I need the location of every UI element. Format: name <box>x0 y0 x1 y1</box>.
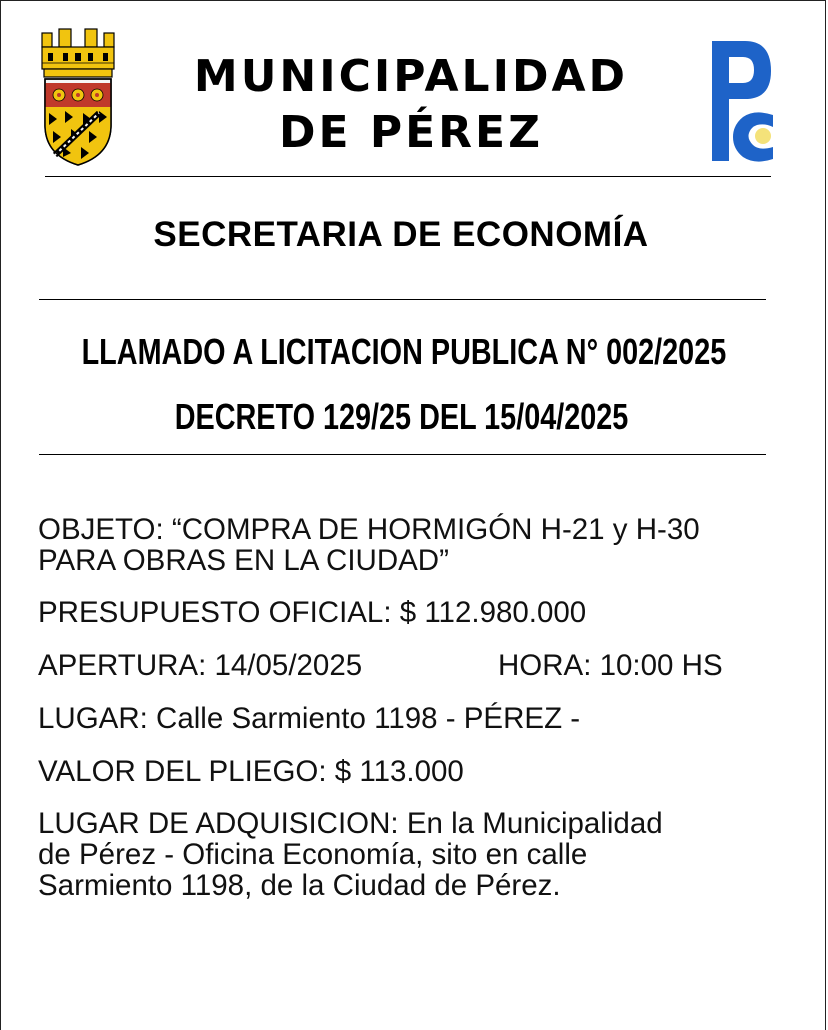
adquisicion-line2: de Pérez - Oficina Economía, sito en calle <box>38 838 588 871</box>
hora-line: HORA: 10:00 HS <box>498 649 723 682</box>
divider-middle <box>39 299 766 300</box>
divider-top <box>45 176 771 177</box>
adquisicion-line3: Sarmiento 1198, de la Ciudad de Pérez. <box>38 869 561 902</box>
llamado-text: LLAMADO A LICITACION PUBLICA N° 002/2025 <box>81 331 727 372</box>
objeto-line1: OBJETO: “COMPRA DE HORMIGÓN H-21 y H-30 <box>38 513 700 546</box>
decreto-heading <box>1 396 801 438</box>
divider-bottom <box>39 454 766 455</box>
pc-logo-icon <box>709 39 775 163</box>
adquisicion-line1: LUGAR DE ADQUISICION: En la Municipalidad <box>38 807 663 840</box>
secretaria-heading: SECRETARIA DE ECONOMÍA <box>153 215 649 254</box>
llamado-heading <box>1 331 801 373</box>
objeto-line2: PARA OBRAS EN LA CIUDAD” <box>38 544 449 577</box>
decreto-text: DECRETO 129/25 DEL 15/04/2025 <box>174 396 628 437</box>
presupuesto-line: PRESUPUESTO OFICIAL: $ 112.980.000 <box>38 596 587 629</box>
municipality-title-line2: DE PÉREZ <box>278 107 544 158</box>
apertura-line: APERTURA: 14/05/2025 <box>38 649 363 682</box>
lugar-line: LUGAR: Calle Sarmiento 1198 - PÉREZ - <box>38 702 581 735</box>
municipality-title-line1: MUNICIPALIDAD <box>193 51 629 102</box>
coat-of-arms-icon <box>39 27 117 167</box>
valor-pliego-line: VALOR DEL PLIEGO: $ 113.000 <box>38 755 464 788</box>
